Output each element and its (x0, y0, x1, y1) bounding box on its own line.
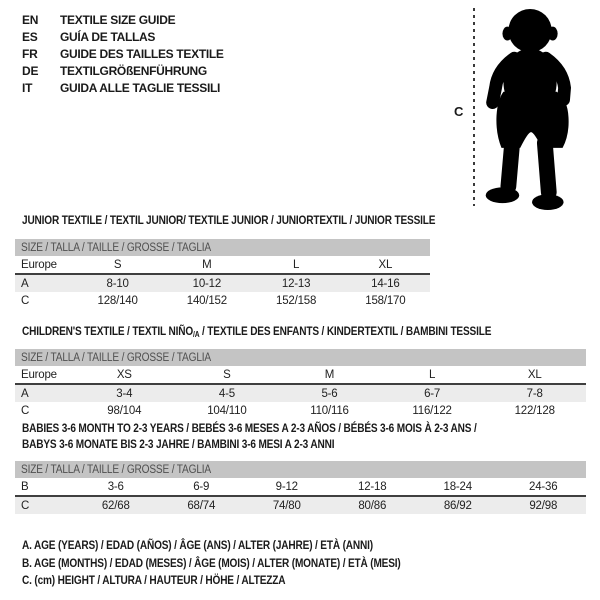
section-title-children (22, 323, 581, 343)
table-cell: L (381, 366, 484, 384)
table-row-height (15, 292, 430, 309)
row-label: B (15, 478, 73, 496)
table-cell: 8-10 (73, 274, 162, 292)
section-title-line1: BABIES 3-6 MONTH TO 2-3 YEARS / BEBÉS 3-6 MESES A 2-3 AÑOS / BÉBÉS 3-6 MOIS À 2-3 ANS / (22, 421, 477, 435)
children-size-table (15, 349, 586, 419)
language-title: GUÍA DE TALLAS (60, 30, 156, 44)
language-title: TEXTILE SIZE GUIDE (60, 13, 176, 27)
table-cell: 6-7 (381, 384, 484, 402)
language-title: GUIDA ALLE TAGLIE TESSILI (60, 81, 221, 95)
table-cell: 116/122 (412, 404, 452, 417)
size-header-text: SIZE / TALLA / TAILLE / GRÖSSE / TAGLIA (21, 351, 211, 364)
size-header-cell (15, 349, 586, 366)
size-header-row (15, 239, 430, 256)
table-cell: 3-6 (73, 478, 159, 496)
language-title: GUIDE DES TAILLES TEXTILE (60, 47, 224, 61)
row-label: A (15, 274, 73, 292)
table-row-height (15, 402, 586, 419)
table-cell: 4-5 (176, 384, 279, 402)
row-label: C (15, 496, 73, 514)
measure-dashed-line (473, 8, 475, 206)
table-cell: 158/170 (365, 294, 406, 307)
table-cell: 18-24 (415, 478, 501, 496)
table-cell: 128/140 (97, 294, 138, 307)
table-cell: 5-6 (278, 384, 381, 402)
table-cell: 24-36 (501, 478, 587, 496)
table-cell: 98/104 (107, 404, 142, 417)
table-cell: 68/74 (159, 496, 245, 514)
language-code: DE (22, 64, 39, 78)
language-code: IT (22, 81, 33, 95)
babies-size-table (15, 461, 586, 514)
section-title-line2: BABYS 3-6 MONATE BIS 2-3 JAHRE / BAMBINI 3-6 MESI A 2-3 ANNI (22, 437, 335, 451)
table-row-europe (15, 366, 586, 384)
language-row (22, 80, 224, 97)
size-header-row (15, 461, 586, 478)
language-row (22, 12, 224, 29)
language-title: TEXTILGRÖßENFÜHRUNG (60, 64, 207, 78)
row-label: A (15, 384, 73, 402)
table-row-age (15, 274, 430, 292)
size-header-cell (15, 239, 430, 256)
table-row-age (15, 384, 586, 402)
note-age-years (22, 537, 473, 555)
table-cell: M (278, 366, 381, 384)
language-code: EN (22, 13, 39, 27)
section-title-text: JUNIOR TEXTILE / TEXTIL JUNIOR/ TEXTILE JUNIOR / JUNIORTEXTIL / JUNIOR TESSILE (22, 213, 436, 227)
table-cell: 6-9 (159, 478, 245, 496)
note-text: A. AGE (YEARS) / EDAD (AÑOS) / ÂGE (ANS) / ALTER (JAHRE) / ETÀ (ANNI) (22, 538, 373, 552)
table-cell: 92/98 (501, 496, 587, 514)
table-cell: S (176, 366, 279, 384)
size-header-text: SIZE / TALLA / TAILLE / GRÖSSE / TAGLIA (21, 463, 211, 476)
row-label: C (21, 404, 30, 417)
baby-silhouette-icon (482, 5, 586, 212)
row-label: Europe (15, 366, 73, 384)
size-header-cell (15, 461, 586, 478)
row-label: C (21, 294, 30, 307)
language-row (22, 29, 224, 46)
legend-notes (22, 537, 473, 590)
language-code: ES (22, 30, 38, 44)
size-header-text: SIZE / TALLA / TAILLE / GRÖSSE / TAGLIA (21, 241, 211, 254)
language-row (22, 46, 224, 63)
section-title-text (22, 323, 491, 343)
table-cell: 9-12 (244, 478, 330, 496)
table-cell: 12-18 (330, 478, 416, 496)
table-cell: 10-12 (162, 274, 251, 292)
table-cell: 86/92 (415, 496, 501, 514)
table-row-age-months (15, 478, 586, 496)
row-label: Europe (15, 256, 73, 274)
table-cell: 104/110 (207, 404, 247, 417)
language-code: FR (22, 47, 38, 61)
table-cell: 7-8 (483, 384, 586, 402)
table-cell: XL (483, 366, 586, 384)
height-measure-figure (440, 0, 600, 220)
note-age-months (22, 555, 473, 573)
table-cell: 12-13 (252, 274, 341, 292)
size-header-row (15, 349, 586, 366)
table-cell: 140/152 (186, 294, 227, 307)
table-cell: XL (341, 256, 430, 274)
table-cell: 122/128 (514, 404, 555, 417)
language-list (22, 12, 224, 97)
table-cell: 74/80 (244, 496, 330, 514)
measure-label-c: C (454, 104, 464, 119)
table-cell: M (162, 256, 251, 274)
junior-size-table (15, 239, 430, 309)
table-row-height (15, 496, 586, 514)
table-cell: XS (73, 366, 176, 384)
section-title-junior (22, 212, 514, 228)
note-text: C. (cm) HEIGHT / ALTURA / HAUTEUR / HÖHE / ALTEZZA (22, 573, 286, 587)
table-cell: 152/158 (276, 294, 317, 307)
title-part: CHILDREN'S TEXTILE / TEXTIL NIÑO (22, 324, 194, 338)
language-row (22, 63, 224, 80)
table-cell: 14-16 (341, 274, 430, 292)
table-cell: 110/116 (310, 404, 349, 417)
table-cell: L (252, 256, 341, 274)
table-cell: 80/86 (330, 496, 416, 514)
table-cell: 62/68 (73, 496, 159, 514)
title-subscript: /A (193, 330, 200, 339)
section-title-babies (22, 420, 563, 452)
table-row-europe (15, 256, 430, 274)
table-cell: 3-4 (73, 384, 176, 402)
note-text: B. AGE (MONTHS) / EDAD (MESES) / ÂGE (MOIS) / ALTER (MONATE) / ETÀ (MESI) (22, 555, 401, 570)
note-height-cm (22, 572, 473, 590)
table-cell: S (73, 256, 162, 274)
title-part: / TEXTILE DES ENFANTS / KINDERTEXTIL / BAMBINI TESSILE (199, 324, 492, 338)
